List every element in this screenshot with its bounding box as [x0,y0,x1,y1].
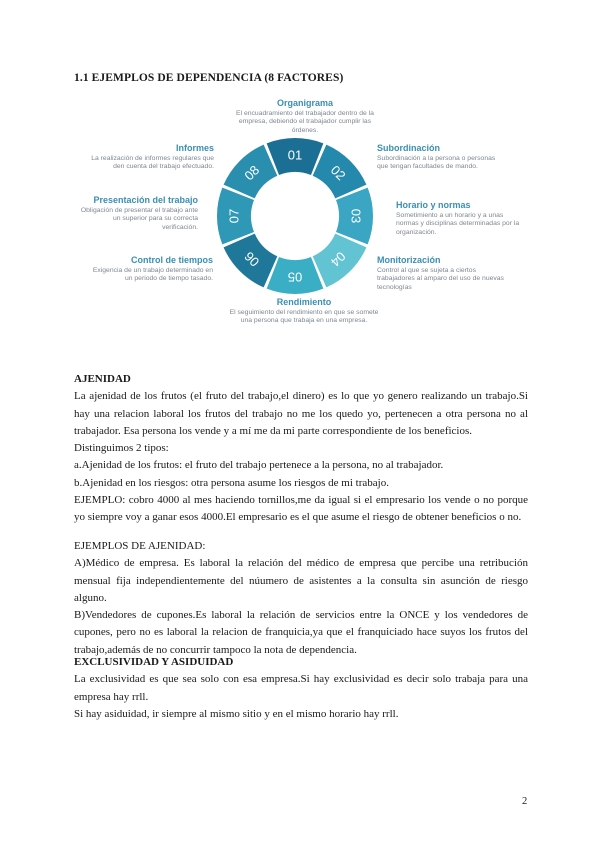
donut-segment-number: 04 [327,248,349,270]
exclusividad-paragraph: La exclusividad es que sea solo con esa empresa.Si hay exclusividad es decir solo trabaja para una empresa hay rrll. [74,673,528,703]
donut-segment-number: 02 [327,162,349,184]
label-organigrama [225,98,385,135]
label-control-tiempos [85,255,213,284]
ajenidad-example: EJEMPLO: cobro 4000 al mes haciendo tornillos,me da igual si el empresario los vende o no porque yo siempre voy a ganar esos 4000.El empresario es el que asume el riesgo de obtener beneficios o no. [74,494,528,524]
page-number: 2 [522,796,528,807]
ejemplo-cupones: B)Vendedores de cupones.Es laboral la relación de servicios entre la ONCE y los vendedores de cupones, pero no es laboral la relacion de franquicia,ya que el franquiciado hace suyos los frutos del trabajo,además de no concurrir tampoco la nota de dependencia. [74,609,528,656]
ejemplo-medico: A)Médico de empresa. Es laboral la relación del médico de empresa que percibe una retribución mensual fija independientemente del núumero de asistentes a la consulta sin asunción de riesgo alguno. [74,557,528,604]
label-desc: El seguimiento del rendimiento en que se somete una persona que trabaja en una empresa. [229,309,379,325]
label-rendimiento [229,297,379,326]
label-desc: Control al que se sujeta a ciertos trabajadores al amparo del uso de nuevas tecnologías [377,267,504,291]
exclusividad-section [74,654,528,723]
label-title: Rendimiento [276,297,332,307]
ajenidad-section [74,371,528,527]
label-title: Subordinación [377,143,440,153]
ejemplos-heading: EJEMPLOS DE AJENIDAD: [74,540,206,552]
ajenidad-heading: AJENIDAD [74,373,131,385]
label-monitorizacion [377,255,507,292]
section-title: 1.1 EJEMPLOS DE DEPENDENCIA (8 FACTORES) [74,72,344,84]
label-title: Horario y normas [396,200,471,210]
dependency-factors-diagram [0,0,600,360]
donut-segment-number: 05 [287,269,303,285]
donut-segment-number: 07 [226,208,242,224]
label-desc: La realización de informes regulares que den cuenta del trabajo efectuado. [91,155,214,171]
label-desc: Subordinación a la persona o personas que tengan facultades de mando. [377,155,496,171]
ajenidad-types-intro: Distinguimos 2 tipos: [74,442,169,455]
label-desc: Obligación de presentar el trabajo ante un superior para su correcta verificación. [80,207,198,231]
label-subordinacion [377,143,507,172]
asiduidad-paragraph: Si hay asiduidad, ir siempre al mismo sitio y en el mismo horario hay rrll. [74,707,399,720]
label-title: Organigrama [276,98,334,108]
donut-segment-number: 03 [348,208,364,224]
donut-segment-number: 01 [287,147,303,163]
label-title: Monitorización [377,255,441,265]
label-desc: El encuadramiento del trabajador dentro de la empresa, debiendo el trabajador cumplir las órdenes. [236,110,374,134]
ejemplos-section [74,538,528,659]
label-presentacion [78,195,198,232]
ajenidad-type-a: a.Ajenidad de los frutos: el fruto del trabajo pertenece a la persona, no al trabajador. [74,459,444,472]
label-title: Presentación del trabajo [93,195,198,205]
donut-segment-number: 08 [241,162,263,184]
ajenidad-type-b: b.Ajenidad en los riesgos: otra persona asume los riesgos de mi trabajo. [74,476,389,489]
label-desc: Exigencia de un trabajo determinado en un periodo de tiempo tasado. [92,267,213,283]
label-informes [90,143,214,172]
label-horario [396,200,526,237]
ajenidad-paragraph: La ajenidad de los frutos (el fruto del trabajo,el dinero) es lo que yo genero realizando un trabajo.Si hay una relacion laboral los frutos del trabajo no me los quedo yo, pertenecen a otra persona no al trabajador. Esa persona los vende y a mí me da mi parte correspondiente de los beneficios. [74,390,528,437]
donut-segment-number: 06 [241,248,263,270]
label-desc: Sometimiento a un horario y a unas normas y disciplinas determinadas por la organización. [396,212,520,236]
exclusividad-heading: EXCLUSIVIDAD Y ASIDUIDAD [74,656,234,668]
label-title: Informes [175,143,214,153]
label-title: Control de tiempos [130,255,213,265]
